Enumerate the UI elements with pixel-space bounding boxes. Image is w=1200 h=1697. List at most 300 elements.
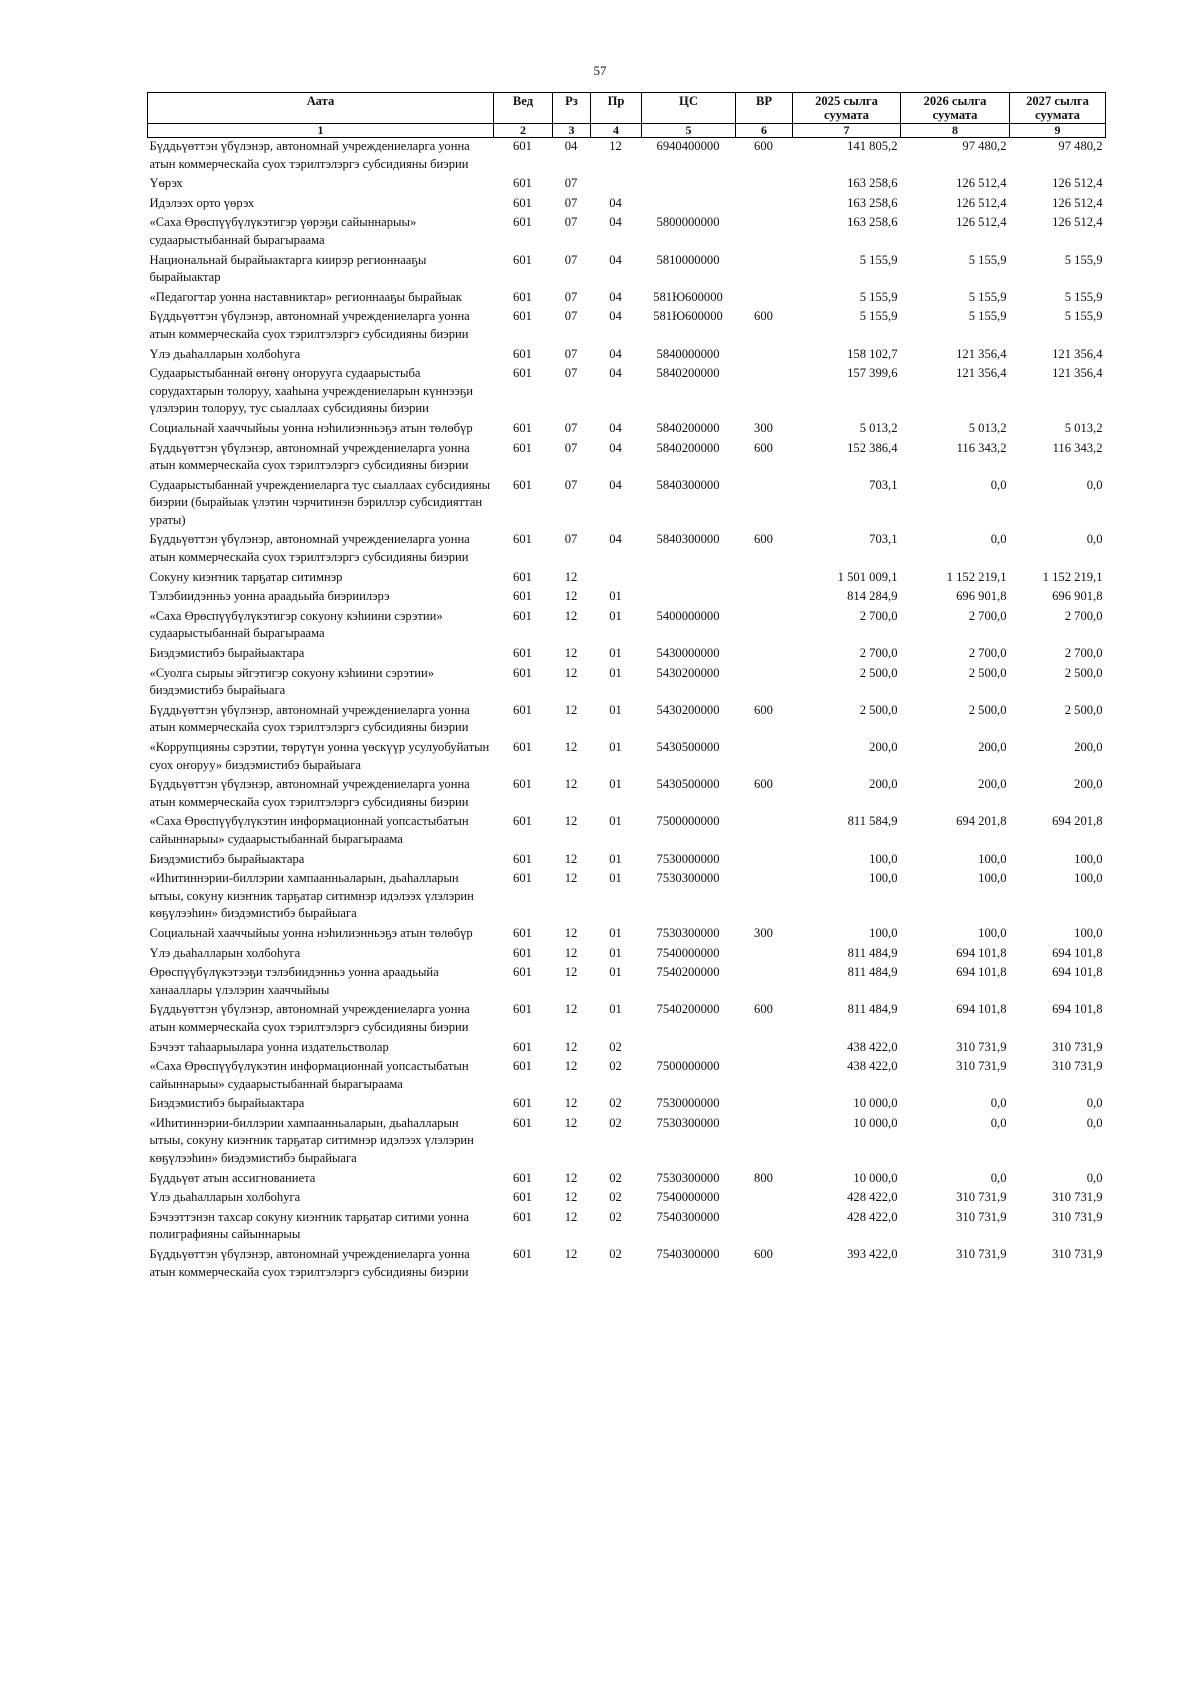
header-name: Аата [148,93,494,124]
row-ved: 601 [513,1002,532,1017]
row-rz: 07 [564,532,578,547]
row-vr: 600 [754,139,773,153]
row-pr: 02 [609,1039,622,1054]
row-ved: 601 [513,1190,532,1205]
row-amount-2026: 310 731,9 [956,1039,1007,1054]
row-ved: 601 [513,366,532,381]
header-2025: 2025 сылга суумата [793,93,901,124]
row-amount-2026: 694 101,8 [956,965,1007,980]
row-amount-2026: 310 731,9 [956,1209,1007,1224]
table-row [148,569,1106,589]
row-cs: 7500000000 [656,1059,720,1074]
table-row [148,645,1106,665]
row-rz: 07 [564,289,578,304]
row-vr: 600 [754,702,773,717]
row-amount-2027: 310 731,9 [1052,1190,1103,1205]
row-ved: 601 [513,965,532,980]
row-amount-2025: 814 284,9 [847,589,898,604]
row-name: Биэдэмистибэ бырайыактара [149,646,305,661]
row-rz: 07 [564,346,578,361]
row-pr: 04 [609,532,622,547]
row-ved: 601 [513,702,532,717]
row-name: Бэчээттэнэн тахсар сокуну киэҥник тарҕатар ситими уонна полиграфияны сайыннарыы [149,1209,469,1242]
row-vr [736,665,793,702]
row-cs [642,588,736,608]
row-cs: 581Ю600000 [653,289,723,304]
row-amount-2026: 1 152 219,1 [946,569,1007,584]
table-row [148,851,1106,871]
row-pr: 04 [609,346,622,361]
row-vr [736,477,793,532]
row-pr: 02 [609,1115,622,1130]
row-rz: 07 [564,252,578,267]
row-cs: 7530300000 [656,1170,720,1185]
row-pr: 12 [609,139,622,153]
row-name: «Иһитиннэрии-биллэрии хампаанньаларын, дьаһалларын ытыы, сокуну киэҥник тарҕатар ситимнэр идэлээх үлэлэрин көҕүлээһин» биэдэмистибэ бырайыага [149,871,474,921]
row-amount-2026: 0,0 [990,1096,1007,1111]
row-cs: 5430000000 [656,646,720,661]
row-name: «Саха Өрөспүүбүлүкэтигэр үөрэҕи сайыннарыы» судаарыстыбаннай бырагыраама [149,215,417,247]
row-amount-2026: 0,0 [990,477,1007,492]
column-number: 8 [901,124,1010,138]
row-pr: 04 [609,289,622,304]
row-ved: 601 [513,139,532,153]
row-cs: 7540300000 [656,1247,720,1262]
row-name: Бэчээт таһаарыылара уонна издательстволар [149,1039,389,1054]
row-ved: 601 [513,1039,532,1054]
column-number: 1 [148,124,494,138]
row-ved: 601 [513,1115,532,1130]
row-cs: 581Ю600000 [653,309,723,324]
row-ved: 601 [513,309,532,324]
row-pr: 04 [609,252,622,267]
row-amount-2027: 100,0 [1074,871,1103,886]
row-vr [736,870,793,925]
row-rz: 12 [564,646,578,661]
row-name: Идэлээх орто үөрэх [149,195,255,210]
table-row [148,214,1106,251]
row-rz: 07 [564,195,578,210]
row-name: Бүддьүөттэн үбүлэнэр, автономнай учреждениеларга уонна атын коммерческайа суох тэрилтэлэргэ субсидияны биэрии [149,702,470,735]
row-amount-2027: 0,0 [1086,532,1103,547]
row-name: Сокуну киэҥник тарҕатар ситимнэр [149,569,343,584]
row-pr: 01 [609,851,622,866]
row-amount-2027: 696 901,8 [1052,589,1103,604]
row-cs: 5840200000 [656,366,720,381]
row-name: Тэлэбиидэнньэ уонна араадьыйа биэриилэрэ [149,589,390,604]
row-amount-2025: 428 422,0 [847,1209,898,1224]
row-rz: 04 [564,139,578,153]
table-row [148,925,1106,945]
row-ved: 601 [513,589,532,604]
row-pr: 02 [609,1096,622,1111]
row-amount-2026: 5 155,9 [968,289,1007,304]
row-amount-2025: 811 484,9 [847,965,898,980]
row-pr: 01 [609,665,622,680]
row-name: «Саха Өрөспүүбүлүкэтин информационнай уопсастыбатын сайыннарыы» судаарыстыбаннай бырагыраама [149,1059,469,1091]
row-vr: 300 [754,925,773,940]
row-rz: 12 [564,589,578,604]
row-amount-2025: 157 399,6 [847,366,898,381]
row-amount-2027: 200,0 [1074,740,1103,754]
row-rz: 07 [564,309,578,324]
row-name: Биэдэмистибэ бырайыактара [149,1096,305,1111]
row-amount-2025: 152 386,4 [847,440,898,455]
table-row [148,308,1106,345]
row-pr: 01 [609,740,622,754]
row-amount-2026: 121 356,4 [956,346,1007,361]
row-vr [736,1189,793,1209]
row-amount-2026: 121 356,4 [956,366,1007,381]
row-amount-2026: 0,0 [990,1115,1007,1130]
row-rz: 12 [564,1002,578,1017]
row-vr: 600 [754,777,773,792]
row-ved: 601 [513,851,532,866]
row-amount-2025: 5 155,9 [859,252,898,267]
row-vr: 600 [754,309,773,324]
row-ved: 601 [513,252,532,267]
row-vr: 300 [754,420,773,435]
row-rz: 07 [564,440,578,455]
row-cs [642,569,736,589]
row-vr: 800 [754,1170,773,1185]
row-rz: 12 [564,740,578,754]
row-name: «Суолга сырыы эйгэтигэр сокуону кэһиини сэрэтии» биэдэмистибэ бырайыага [149,665,435,698]
row-name: «Саха Өрөспүүбүлүкэтин информационнай уопсастыбатын сайыннарыы» судаарыстыбаннай бырагыраама [149,814,469,846]
row-amount-2025: 2 500,0 [859,665,898,680]
row-ved: 601 [513,477,532,492]
table-row [148,252,1106,289]
row-ved: 601 [513,440,532,455]
row-rz: 12 [564,777,578,792]
row-vr [736,945,793,965]
row-rz: 12 [564,1247,578,1262]
table-row [148,1246,1106,1283]
row-pr: 02 [609,1247,622,1262]
row-amount-2027: 2 500,0 [1064,665,1103,680]
row-name: Бүддьүөттэн үбүлэнэр, автономнай учреждениеларга уонна атын коммерческайа суох тэрилтэлэргэ субсидияны биэрии [149,139,470,171]
column-number: 4 [591,124,642,138]
row-amount-2026: 100,0 [978,851,1007,866]
row-pr: 01 [609,702,622,717]
row-cs: 5430200000 [656,665,720,680]
row-vr [736,346,793,366]
row-vr [736,1039,793,1059]
row-vr [736,175,793,195]
row-name: Үөрэх [149,176,183,191]
row-amount-2027: 0,0 [1086,477,1103,492]
row-ved: 601 [513,646,532,661]
row-vr: 600 [754,440,773,455]
row-vr [736,1058,793,1095]
row-ved: 601 [513,289,532,304]
row-cs: 7540200000 [656,965,720,980]
row-amount-2027: 126 512,4 [1052,215,1103,230]
row-pr: 02 [609,1190,622,1205]
row-cs: 7530300000 [656,925,720,940]
row-amount-2025: 393 422,0 [847,1247,898,1262]
row-ved: 601 [513,740,532,754]
row-vr [736,645,793,665]
table-row [148,1170,1106,1190]
row-rz: 12 [564,1190,578,1205]
row-amount-2027: 126 512,4 [1052,195,1103,210]
row-amount-2027: 5 155,9 [1064,252,1103,267]
table-row [148,608,1106,645]
row-amount-2026: 310 731,9 [956,1247,1007,1262]
row-amount-2026: 694 101,8 [956,1002,1007,1017]
row-amount-2025: 811 584,9 [847,814,898,829]
row-amount-2025: 163 258,6 [847,215,898,230]
row-pr: 01 [609,871,622,886]
row-vr: 600 [754,1002,773,1017]
row-rz: 12 [564,871,578,886]
row-amount-2027: 5 155,9 [1064,289,1103,304]
row-cs: 5430500000 [656,777,720,792]
row-amount-2025: 10 000,0 [853,1115,898,1130]
row-ved: 601 [513,195,532,210]
header-ved: Вед [494,93,553,124]
row-ved: 601 [513,1247,532,1262]
row-pr: 02 [609,1209,622,1224]
row-ved: 601 [513,215,532,230]
row-cs: 5840300000 [656,532,720,547]
row-amount-2027: 5 013,2 [1064,420,1103,435]
row-ved: 601 [513,945,532,960]
row-rz: 12 [564,702,578,717]
row-amount-2025: 438 422,0 [847,1039,898,1054]
row-cs: 7530300000 [656,871,720,886]
column-number: 5 [642,124,736,138]
row-pr: 01 [609,589,622,604]
row-cs [642,175,736,195]
page-number: 57 [593,63,607,78]
column-number-row [148,124,1106,138]
row-amount-2026: 310 731,9 [956,1190,1007,1205]
row-ved: 601 [513,420,532,435]
table-row [148,138,1106,176]
column-number: 7 [793,124,901,138]
table-row [148,289,1106,309]
row-amount-2025: 2 700,0 [859,608,898,623]
row-amount-2025: 703,1 [869,477,898,492]
row-pr: 01 [609,608,622,623]
row-amount-2027: 310 731,9 [1052,1247,1103,1262]
row-amount-2026: 694 101,8 [956,945,1007,960]
row-pr: 04 [609,366,622,381]
row-vr [736,1095,793,1115]
row-cs: 7500000000 [656,814,720,829]
row-cs: 7540200000 [656,1002,720,1017]
row-amount-2025: 100,0 [869,871,898,886]
row-rz: 12 [564,1096,578,1111]
row-vr [736,195,793,215]
row-pr: 04 [609,420,622,435]
row-rz: 07 [564,176,578,191]
row-pr: 04 [609,195,622,210]
row-name: Биэдэмистибэ бырайыактара [149,851,305,866]
row-vr [736,608,793,645]
table-row [148,195,1106,215]
row-pr [591,569,642,589]
row-amount-2027: 121 356,4 [1052,346,1103,361]
table-row [148,175,1106,195]
row-amount-2026: 200,0 [978,740,1007,754]
row-vr [736,739,793,776]
row-pr: 04 [609,440,622,455]
row-cs: 5400000000 [656,608,720,623]
row-cs: 5840200000 [656,440,720,455]
row-rz: 12 [564,965,578,980]
row-ved: 601 [513,925,532,940]
row-ved: 601 [513,814,532,829]
header-2026: 2026 сылга суумата [901,93,1010,124]
row-amount-2025: 1 501 009,1 [837,569,898,584]
row-cs [642,195,736,215]
row-vr [736,365,793,420]
row-rz: 12 [564,851,578,866]
row-amount-2025: 100,0 [869,925,898,940]
row-rz: 07 [564,215,578,230]
row-amount-2026: 310 731,9 [956,1059,1007,1074]
row-amount-2026: 97 480,2 [962,139,1007,153]
row-vr [736,1115,793,1170]
row-name: Бүддьүөттэн үбүлэнэр, автономнай учреждениеларга уонна атын коммерческайа суох тэрилтэлэргэ субсидияны биэрии [149,309,470,341]
row-name: Бүддьүөт атын ассигнованиета [149,1170,316,1185]
row-pr: 02 [609,1170,622,1185]
row-name: Бүддьүөттэн үбүлэнэр, автономнай учреждениеларга уонна атын коммерческайа суох тэрилтэлэргэ субсидияны биэрии [149,1002,470,1034]
row-ved: 601 [513,871,532,886]
row-amount-2025: 5 155,9 [859,309,898,324]
row-ved: 601 [513,777,532,792]
row-vr [736,813,793,850]
row-pr: 01 [609,646,622,661]
row-cs: 5840200000 [656,420,720,435]
table-row [148,1039,1106,1059]
row-amount-2027: 310 731,9 [1052,1209,1103,1224]
row-amount-2025: 5 155,9 [859,289,898,304]
row-rz: 12 [564,1039,578,1054]
column-number: 9 [1010,124,1106,138]
row-name: Үлэ дьаһалларын холбоһуга [149,346,301,361]
row-vr [736,252,793,289]
row-vr [736,851,793,871]
row-amount-2026: 126 512,4 [956,215,1007,230]
table-row [148,365,1106,420]
row-ved: 601 [513,608,532,623]
row-vr [736,569,793,589]
table-row [148,776,1106,813]
row-rz: 12 [564,814,578,829]
row-rz: 12 [564,925,578,940]
row-pr: 02 [609,1059,622,1074]
table-row [148,702,1106,739]
row-amount-2025: 158 102,7 [847,346,898,361]
row-amount-2025: 811 484,9 [847,1002,898,1017]
row-cs: 7540000000 [656,945,720,960]
row-cs: 7530300000 [656,1115,720,1130]
row-amount-2026: 5 155,9 [968,309,1007,324]
row-amount-2027: 1 152 219,1 [1042,569,1103,584]
row-amount-2026: 2 700,0 [968,646,1007,661]
row-name: Үлэ дьаһалларын холбоһуга [149,945,301,960]
row-amount-2025: 141 805,2 [847,139,898,153]
row-amount-2025: 10 000,0 [853,1170,898,1185]
row-cs: 7540000000 [656,1190,720,1205]
row-amount-2025: 5 013,2 [859,420,898,435]
row-amount-2027: 2 500,0 [1064,702,1103,717]
row-amount-2027: 694 101,8 [1052,1002,1103,1017]
row-amount-2025: 10 000,0 [853,1096,898,1111]
row-amount-2026: 5 155,9 [968,252,1007,267]
column-number: 6 [736,124,793,138]
row-amount-2026: 0,0 [990,1170,1007,1185]
row-amount-2027: 200,0 [1074,777,1103,792]
row-rz: 07 [564,477,578,492]
row-name: «Педагогтар уонна наставниктар» регионнааҕы бырайыак [149,289,462,304]
row-amount-2027: 5 155,9 [1064,309,1103,324]
row-ved: 601 [513,176,532,191]
row-vr [736,1209,793,1246]
row-amount-2027: 0,0 [1086,1115,1103,1130]
row-amount-2026: 100,0 [978,871,1007,886]
table-row [148,1209,1106,1246]
row-amount-2027: 694 201,8 [1052,814,1103,829]
row-amount-2025: 100,0 [869,851,898,866]
row-amount-2027: 2 700,0 [1064,608,1103,623]
row-name: «Коррупцияны сэрэтии, төрүтүн уонна үөскүүр усулуобуйатын суох оҥоруу» биэдэмистибэ бырайыага [149,740,490,772]
row-amount-2027: 100,0 [1074,925,1103,940]
row-amount-2027: 0,0 [1086,1170,1103,1185]
table-row [148,739,1106,776]
row-amount-2026: 5 013,2 [968,420,1007,435]
table-row [148,1115,1106,1170]
row-amount-2026: 2 500,0 [968,665,1007,680]
row-rz: 12 [564,665,578,680]
row-name: Судаарыстыбаннай өҥөнү оҥорууга судаарыстыба сорудахтарын толоруу, хааһына учреждениеларын күннээҕи үлэлэрин толоруу, тус сыаллаах субсидияны биэрии [149,366,473,416]
table-row [148,1001,1106,1038]
row-amount-2026: 100,0 [978,925,1007,940]
row-amount-2026: 2 500,0 [968,702,1007,717]
row-amount-2027: 97 480,2 [1058,139,1103,153]
row-vr [736,214,793,251]
row-cs: 5430200000 [656,702,720,717]
row-rz: 12 [564,1209,578,1224]
row-amount-2027: 116 343,2 [1052,440,1103,455]
row-cs: 5810000000 [656,252,720,267]
row-ved: 601 [513,532,532,547]
row-vr: 600 [754,1247,773,1262]
row-amount-2026: 200,0 [978,777,1007,792]
row-amount-2027: 100,0 [1074,851,1103,866]
row-amount-2027: 126 512,4 [1052,176,1103,191]
row-amount-2025: 2 500,0 [859,702,898,717]
row-ved: 601 [513,1170,532,1185]
row-name: Социальнай хааччыйыы уонна нэһилиэнньэҕэ атын төлөбүр [149,925,473,940]
row-cs: 7530000000 [656,851,720,866]
row-name: Бүддьүөттэн үбүлэнэр, автономнай учреждениеларга уонна атын коммерческайа суох тэрилтэлэргэ субсидияны биэрии [149,440,470,473]
row-ved: 601 [513,1059,532,1074]
row-pr: 01 [609,814,622,829]
table-row [148,531,1106,568]
budget-table [147,92,1106,1283]
row-name: Үлэ дьаһалларын холбоһуга [149,1190,301,1205]
header-pr: Пр [591,93,642,124]
row-amount-2026: 694 201,8 [956,814,1007,829]
table-row [148,665,1106,702]
row-name: Өрөспүүбүлүкэтээҕи тэлэбиидэнньэ уонна араадьыйа ханааллары үлэлэрин хааччыйыы [149,965,439,997]
row-cs [642,1039,736,1059]
